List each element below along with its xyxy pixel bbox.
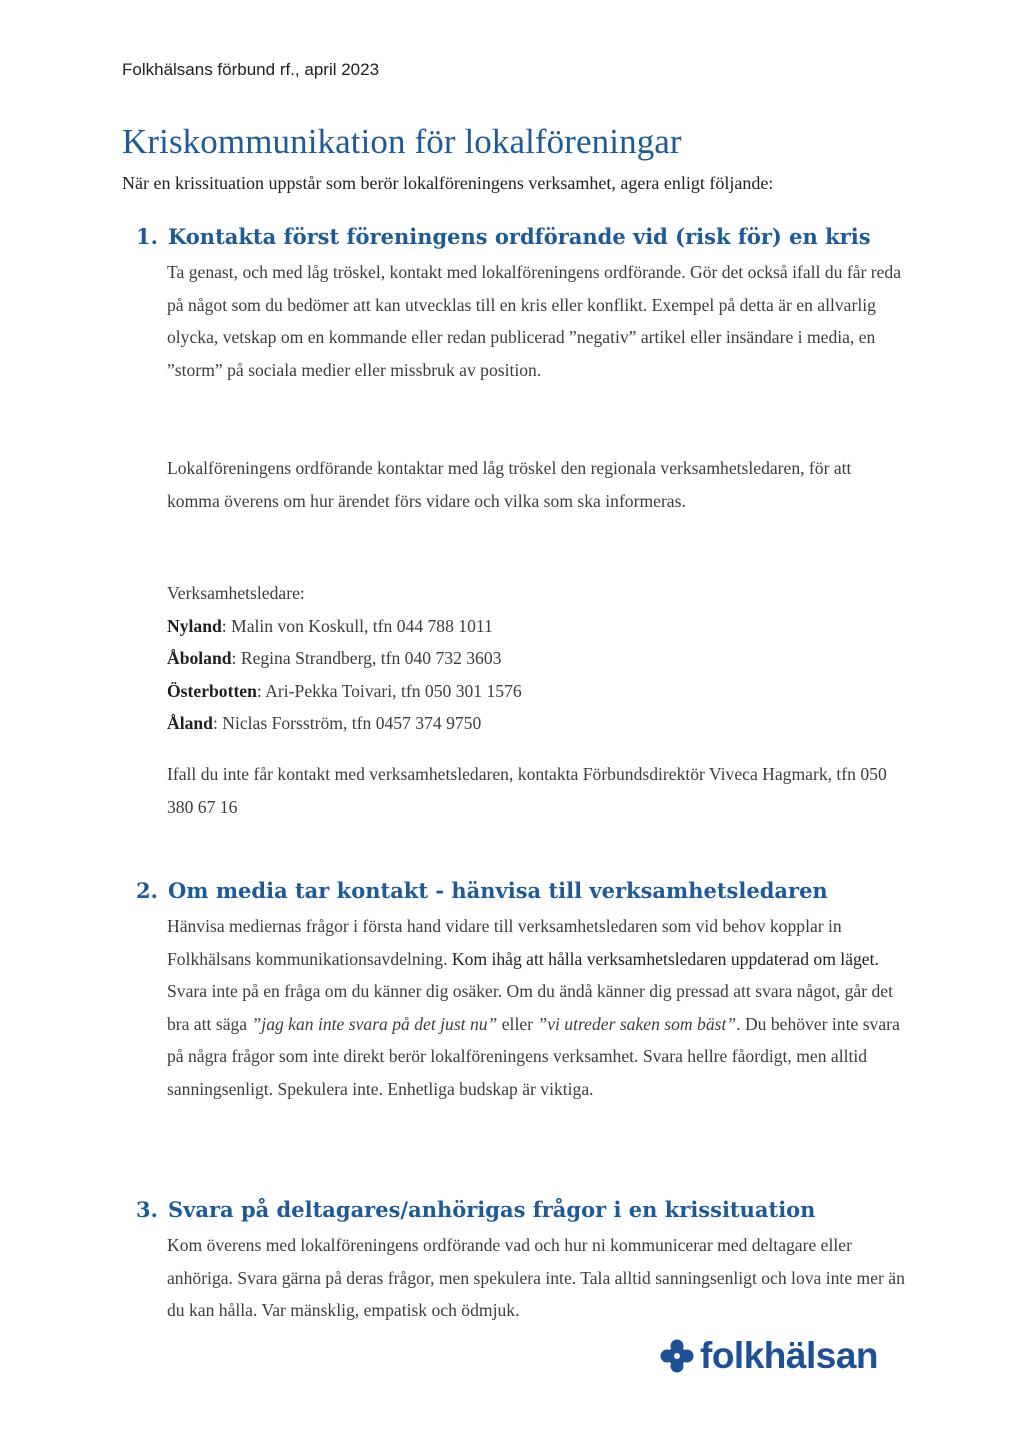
section-3-heading: [136, 1197, 815, 1222]
intro-text: När en krissituation uppstår som berör lokalföreningens verksamhet, agera enligt följande:: [122, 173, 774, 193]
text-run: eller: [497, 1013, 538, 1034]
logo-wordmark: folkhälsan: [700, 1335, 878, 1376]
header-org-date: Folkhälsans förbund rf., april 2023: [122, 60, 380, 79]
page-title: Kriskommunikation för lokalföreningar: [122, 122, 682, 161]
section-2-heading: [136, 878, 828, 903]
contact-info: : Regina Strandberg, tfn 040 732 3603: [231, 648, 502, 669]
section-1-paragraph-2: Lokalföreningens ordförande kontaktar med låg tröskel den regionala verksamhetsledaren, för att komma överens om hur ärendet förs vidare och vilka som ska informeras.: [167, 458, 852, 511]
section-number: 3.: [136, 1197, 158, 1222]
contact-region: Österbotten: [167, 680, 257, 701]
section-number: 2.: [136, 878, 158, 903]
text-run: . Du behöver inte svara på några frågor som inte direkt berör lokalföreningens verksamhet. Svara hellre fåordigt, men alltid sanningsenligt. Spekulera inte. Enhetliga budskap är viktiga.: [167, 1013, 900, 1099]
section-3-paragraph: Kom överens med lokalföreningens ordförande vad och hur ni kommunicerar med deltagare eller anhöriga. Svara gärna på deras frågor, men spekulera inte. Tala alltid sanningsenligt och lova inte mer än du kan hålla. Var mänsklig, empatisk och ödmjuk.: [167, 1235, 905, 1321]
section-1-heading: [136, 224, 871, 249]
contact-row: [167, 675, 907, 708]
folkhalsan-logo: [660, 1328, 878, 1384]
contact-row: [167, 707, 907, 740]
quote-example: ”jag kan inte svara på det just nu”: [251, 1013, 498, 1034]
contact-info: : Ari-Pekka Toivari, tfn 050 301 1576: [256, 680, 522, 701]
section-number: 1.: [136, 224, 158, 249]
contact-info: : Malin von Koskull, tfn 044 788 1011: [221, 615, 493, 636]
section-heading-text: Svara på deltagares/anhörigas frågor i en krissituation: [168, 1197, 816, 1222]
contact-row: [167, 610, 907, 643]
contact-row: [167, 642, 907, 675]
cross-flower-icon: [660, 1339, 694, 1373]
contact-info: : Niclas Forsström, tfn 0457 374 9750: [212, 713, 482, 734]
contacts-label: Verksamhetsledare:: [167, 583, 305, 603]
section-heading-text: Kontakta först föreningens ordförande vid (risk för) en kris: [168, 224, 871, 249]
contact-region: Åland: [167, 713, 213, 734]
section-2-paragraph: [167, 910, 907, 1106]
section-heading-text: Om media tar kontakt - hänvisa till verksamhetsledaren: [168, 878, 828, 903]
text-run: Svara inte på en fråga om du känner dig osäker. Om du ändå känner dig pressad att svara något, går det bra att säga: [167, 981, 893, 1034]
contact-region: Åboland: [167, 648, 232, 669]
text-run: Hänvisa mediernas frågor i första hand vidare till verksamhetsledaren som vid behov kopplar in Folkhälsans kommunikationsavdelning.: [167, 916, 842, 969]
contacts-block: [167, 577, 907, 740]
text-run-emphasis: Kom ihåg att hålla verksamhetsledaren uppdaterad om läget.: [451, 948, 879, 969]
section-1-paragraph-1: Ta genast, och med låg tröskel, kontakt med lokalföreningens ordförande. Gör det också ifall du får reda på något som du bedömer att kan utvecklas till en kris eller konflikt. Exempel på detta är en allvarlig olycka, vetskap om en kommande eller redan publicerad ”negativ” artikel eller insändare i media, en ”storm” på sociala medier eller missbruk av position.: [167, 262, 902, 380]
contact-region: Nyland: [167, 615, 222, 636]
quote-example: ”vi utreder saken som bäst”: [537, 1013, 737, 1034]
section-1-paragraph-3: Ifall du inte får kontakt med verksamhetsledaren, kontakta Förbundsdirektör Viveca Hagmark, tfn 050 380 67 16: [167, 764, 887, 817]
